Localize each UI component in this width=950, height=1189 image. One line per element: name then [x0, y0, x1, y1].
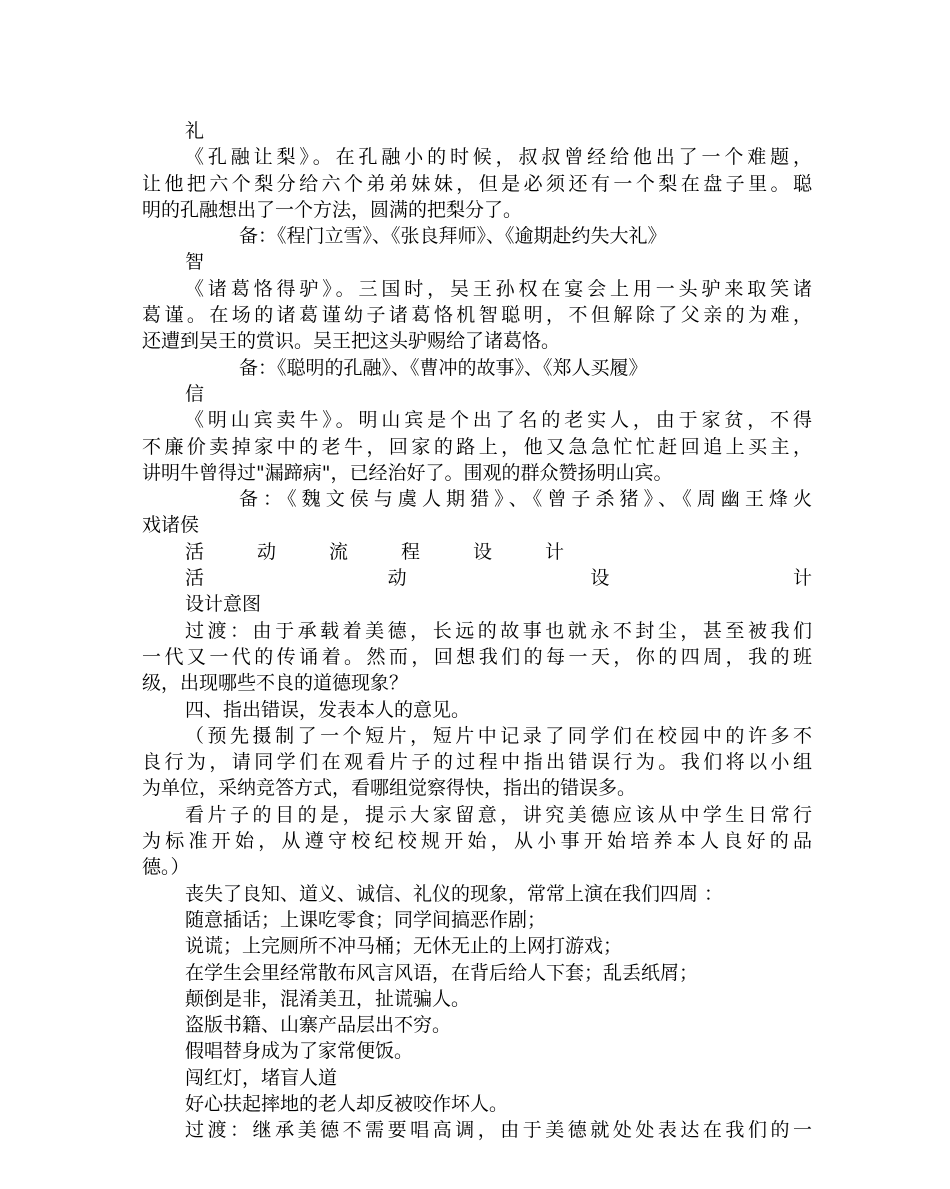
phenomenon-item: 假唱替身成为了家常便饭。: [185, 1040, 414, 1063]
story-line: 让他把六个梨分给六个弟弟妹妹，但是必须还有一个梨在盘子里。聪: [142, 172, 812, 195]
design-row-char: 设: [590, 567, 610, 590]
preshot-line: 为单位，采纳竞答方式，看哪组觉察得快，指出的错误多。: [142, 777, 637, 800]
activity-title-char: 设: [473, 540, 493, 563]
design-intent: 设计意图: [185, 593, 262, 616]
activity-title-char: 活: [185, 540, 205, 563]
transition-line: 过渡：继承美德不需要唱高调，由于美德就处处表达在我们的一: [185, 1119, 812, 1142]
activity-title-char: 流: [329, 540, 349, 563]
story-line: 《孔融让梨》。在孔融小的时候，叔叔曾经给他出了一个难题，: [185, 146, 812, 169]
story-line: 《明山宾卖牛》。明山宾是个出了名的老实人，由于家贫，不得: [185, 409, 812, 432]
phenomena-intro: 丧失了良知、道义、诚信、礼仪的现象，常常上演在我们四周 ：: [185, 882, 724, 905]
backup-stories: 戏诸侯: [142, 514, 200, 537]
activity-title-char: 程: [401, 540, 421, 563]
design-row-char: 计: [792, 567, 812, 590]
section-heading: 信: [185, 382, 205, 405]
purpose-line: 为标准开始，从遵守校纪校规开始，从小事开始培养本人良好的品: [142, 830, 812, 853]
story-line: 还遭到吴王的赏识。吴王把这头驴赐给了诸葛恪。: [142, 330, 561, 353]
story-line: 明的孔融想出了一个方法，圆满的把梨分了。: [142, 198, 523, 221]
design-row-char: 动: [387, 567, 407, 590]
phenomenon-item: 好心扶起摔地的老人却反被咬作坏人。: [185, 1092, 509, 1115]
design-row-char: 活: [185, 567, 205, 590]
phenomenon-item: 盗版书籍、山寨产品层出不穷。: [185, 1014, 452, 1037]
section-heading: 智: [185, 251, 205, 274]
activity-title-char: 动: [257, 540, 277, 563]
design-row: [142, 565, 812, 591]
document-body: [142, 118, 812, 1144]
backup-stories: 备：《魏文侯与虞人期猎》、《曾子杀猪》、《周幽王烽火: [239, 488, 812, 511]
section-heading: 礼: [185, 120, 205, 142]
backup-stories: 备：《程门立雪》、《张良拜师》、《逾期赴约失大礼》: [239, 225, 667, 248]
story-line: 不廉价卖掉家中的老牛，回家的路上，他又急急忙忙赶回追上买主，: [142, 435, 812, 458]
backup-stories: 备：《聪明的孔融》、《曹冲的故事》、《郑人买履》: [239, 356, 648, 379]
story-line: 《诸葛恪得驴》。三国时，吴王孙权在宴会上用一头驴来取笑诸: [185, 277, 812, 300]
phenomenon-item: 颠倒是非，混淆美丑，扯谎骗人。: [185, 987, 471, 1010]
story-line: 讲明牛曾得过"漏蹄病"，已经治好了。围观的群众赞扬明山宾。: [142, 461, 673, 484]
phenomenon-item: 说谎；上完厕所不冲马桶；无休无止的上网打游戏；: [185, 935, 623, 958]
transition-line: 一代又一代的传诵着。然而，回想我们的每一天，你的四周，我的班: [142, 645, 812, 668]
purpose-line: 看片子的目的是，提示大家留意，讲究美德应该从中学生日常行: [185, 803, 812, 826]
activity-title-char: 计: [545, 540, 565, 563]
phenomenon-item: 在学生会里经常散布风言风语，在背后给人下套；乱丢纸屑；: [185, 961, 699, 984]
phenomenon-item: 随意插话；上课吃零食；同学间搞恶作剧；: [185, 908, 547, 931]
transition-line: 过渡：由于承载着美德，长远的故事也就永不封尘，甚至被我们: [185, 619, 812, 642]
preshot-line: （预先摄制了一个短片，短片中记录了同学们在校园中的许多不: [185, 724, 812, 747]
step-heading: 四、指出错误，发表本人的意见。: [185, 698, 471, 721]
story-line: 葛谨。在场的诸葛谨幼子诸葛恪机智聪明，不但解除了父亲的为难，: [142, 304, 812, 327]
transition-line: 级，出现哪些不良的道德现象？: [142, 672, 409, 695]
activity-title: [142, 539, 812, 565]
purpose-line: 德。）: [142, 856, 190, 879]
preshot-line: 良行为，请同学们在观看片子的过程中指出错误行为。我们将以小组: [142, 751, 812, 774]
phenomenon-item: 闯红灯，堵盲人道: [185, 1066, 338, 1089]
